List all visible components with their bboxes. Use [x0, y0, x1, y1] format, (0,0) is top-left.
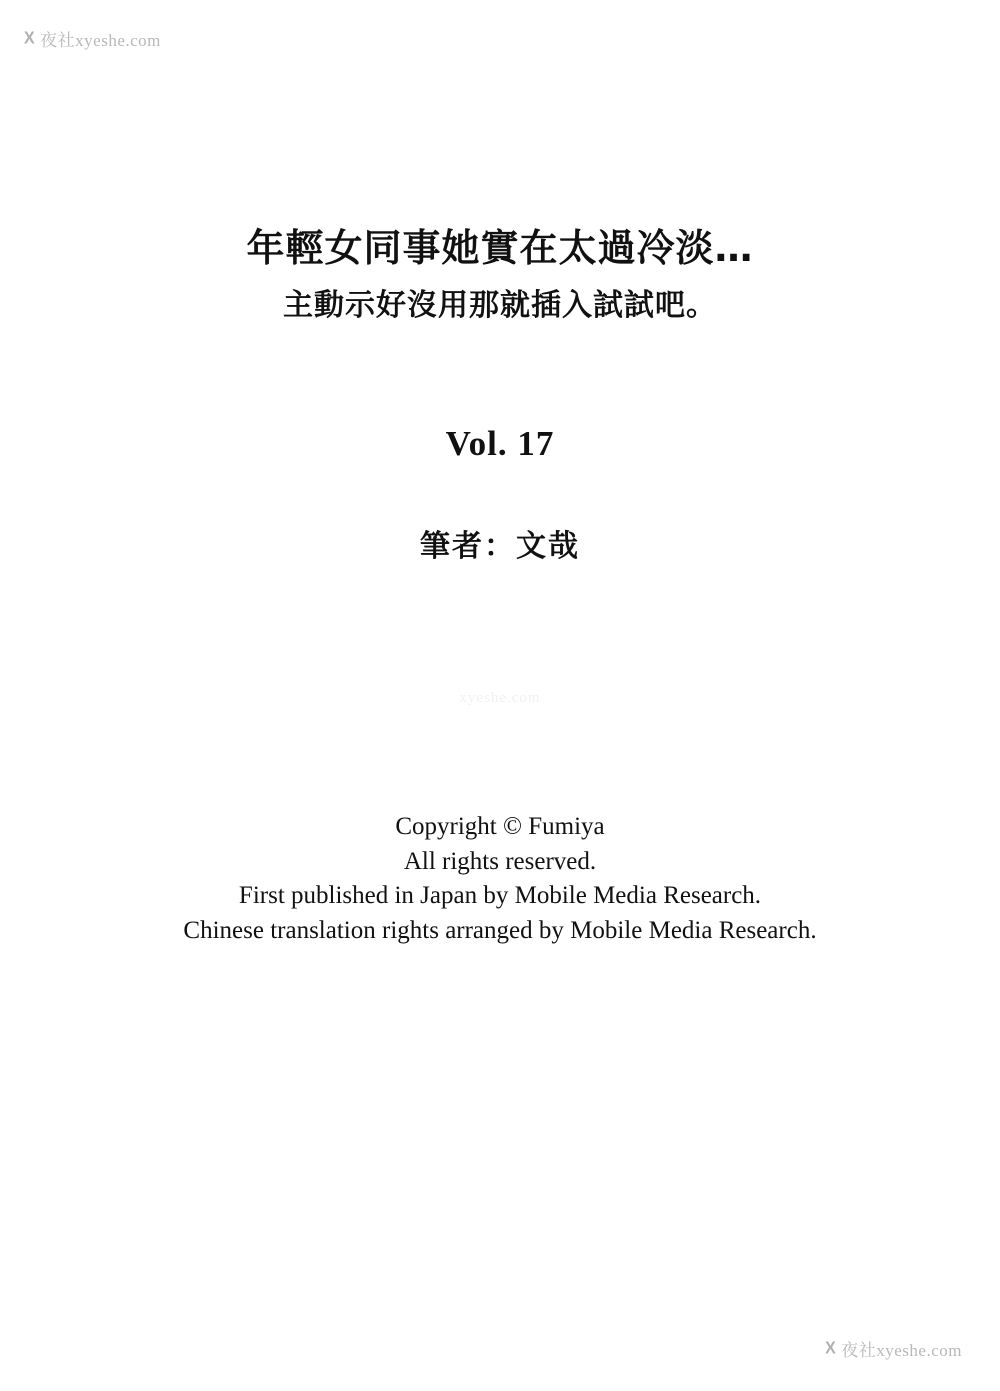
author-label: 筆者：文哉 [420, 529, 580, 564]
page-title [0, 224, 1000, 327]
copyright-line-4: Chinese translation rights arranged by Mobile Media Research. [183, 916, 817, 944]
copyright-block [0, 810, 1000, 948]
watermark-bottom-right [825, 1336, 962, 1361]
watermark-top-left [24, 26, 161, 51]
copyright-line-1: Copyright © Fumiya [395, 813, 605, 840]
copyright-line-3: First published in Japan by Mobile Media Research. [238, 882, 762, 909]
volume-label: Vol. 17 [445, 424, 555, 463]
watermark-bottom-right-text: 夜社xyeshe.com [841, 1341, 962, 1360]
title-line-2: 主動示好沒用那就插入試試吧。 [283, 287, 717, 323]
title-line-1: 年輕女同事她實在太過冷淡… [246, 226, 754, 270]
copyright-line-2: All rights reserved. [403, 847, 597, 875]
watermark-top-left-text: 夜社xyeshe.com [40, 31, 161, 50]
watermark-faint-center: xyeshe.com [459, 690, 541, 706]
watermark-x-icon: X [24, 28, 36, 48]
watermark-x-icon: X [825, 1338, 837, 1358]
